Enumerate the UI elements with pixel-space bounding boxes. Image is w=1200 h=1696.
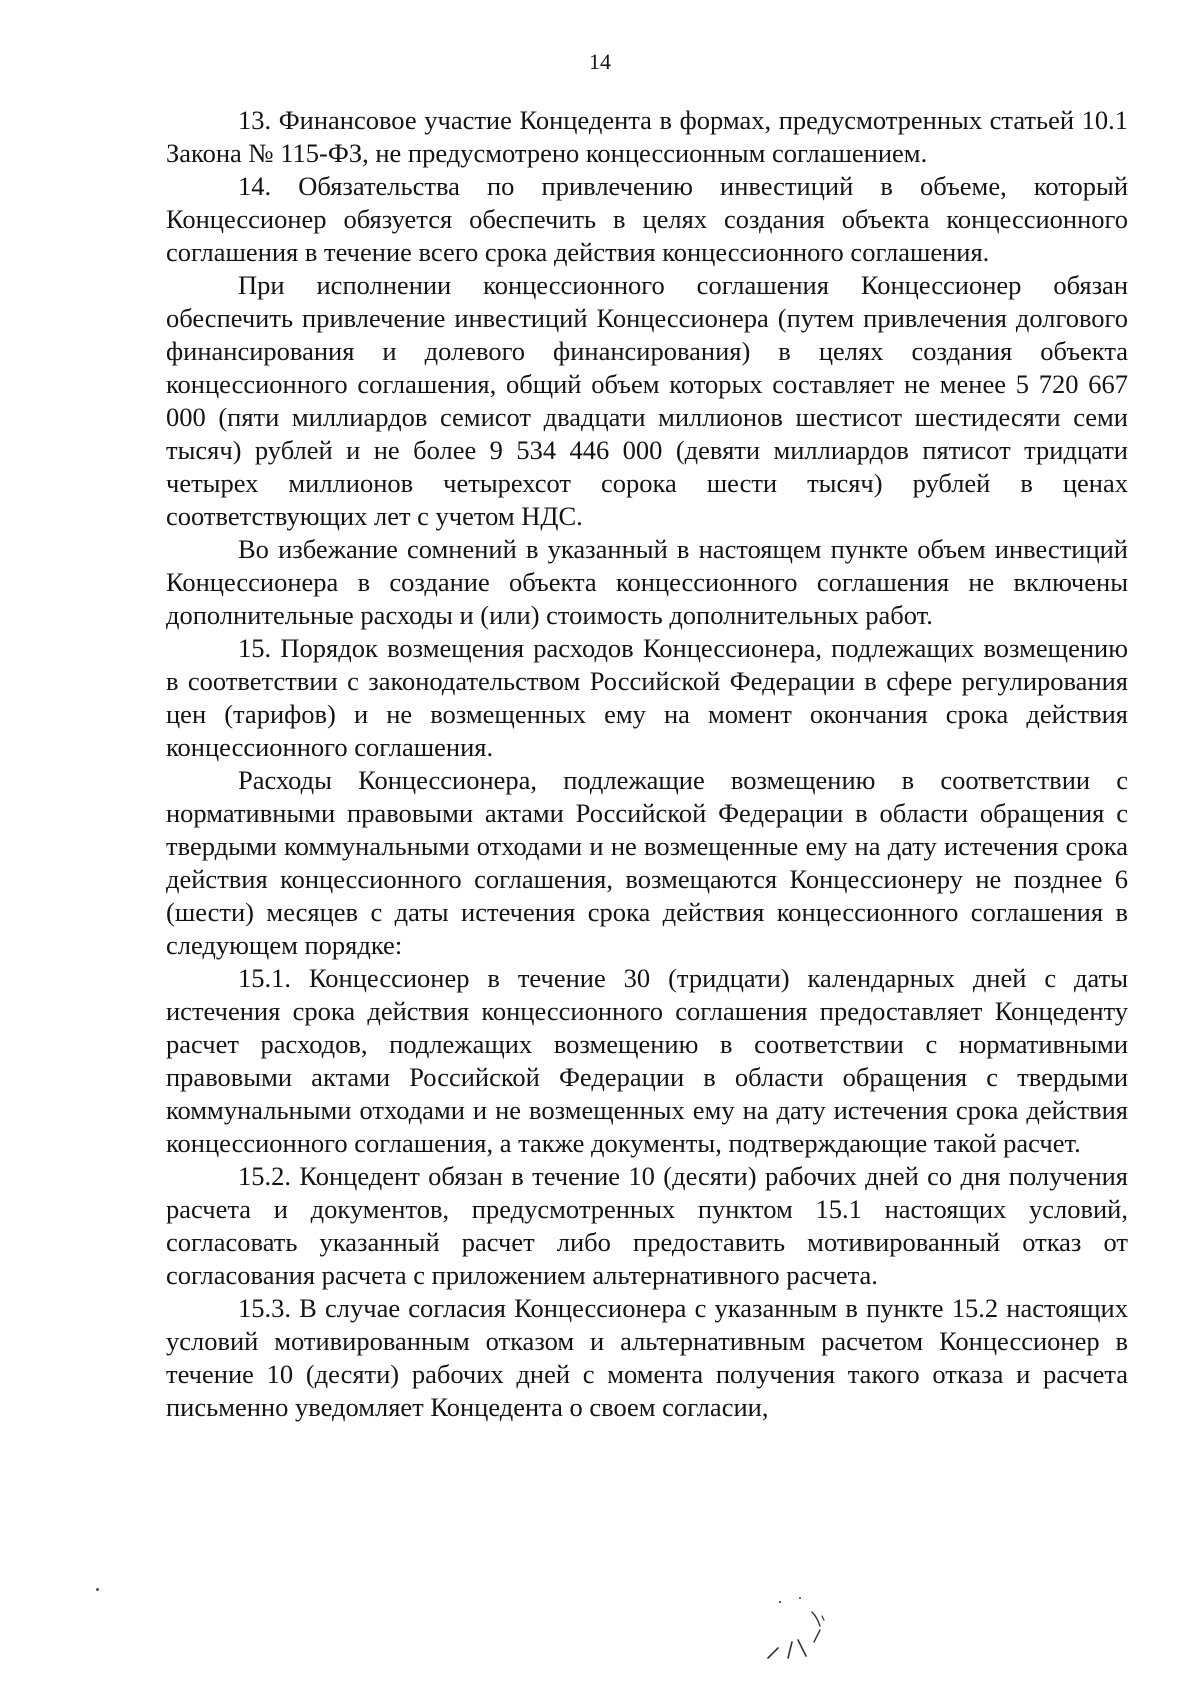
scan-speck [96, 1588, 99, 1591]
paragraph-15-expenses: Расходы Концессионера, подлежащие возмещению в соответствии с нормативными правовыми актами Российской Федерации в области обращения с твердыми коммунальными отходами и не возмещенные ему на дату истечения срока действия концессионного соглашения, возмещаются Концессионеру не позднее 6 (шести) месяцев с даты истечения срока действия концессионного соглашения в следующем порядке: [166, 765, 1128, 960]
paragraph-15-2: 15.2. Концедент обязан в течение 10 (десяти) рабочих дней со дня получения расчета и документов, предусмотренных пунктом 15.1 настоящих условий, согласовать указанный расчет либо предоставить мотивированный отказ от согласования расчета с приложением альтернативного расчета. [166, 1161, 1128, 1290]
paragraph-14-exclusions: Во избежание сомнений в указанный в настоящем пункте объем инвестиций Концессионера в создание объекта концессионного соглашения не включены дополнительные расходы и (или) стоимость дополнительных работ. [166, 534, 1128, 630]
document-body [166, 104, 1128, 1424]
paragraph-15-3: 15.3. В случае согласия Концессионера с указанным в пункте 15.2 настоящих условий мотивированным отказом и альтернативным расчетом Концессионер в течение 10 (десяти) рабочих дней с момента получения такого отказа и расчета письменно уведомляет Концедента о своем согласии, [166, 1293, 1128, 1422]
paragraph-15: 15. Порядок возмещения расходов Концессионера, подлежащих возмещению в соответствии с законодательством Российской Федерации в сфере регулирования цен (тарифов) и не возмещенных ему на момент окончания срока действия концессионного соглашения. [166, 633, 1128, 762]
paragraph-14: 14. Обязательства по привлечению инвестиций в объеме, который Концессионер обязуется обеспечить в целях создания объекта концессионного соглашения в течение всего срока действия концессионного соглашения. [166, 171, 1128, 267]
paragraph-15-1: 15.1. Концессионер в течение 30 (тридцати) календарных дней с даты истечения срока действия концессионного соглашения предоставляет Концеденту расчет расходов, подлежащих возмещению в соответствии с нормативными правовыми актами Российской Федерации в области обращения с твердыми коммунальными отходами и не возмещенных ему на дату истечения срока действия концессионного соглашения, а также документы, подтверждающие такой расчет. [166, 963, 1128, 1158]
paragraph-14-investment-obligation: При исполнении концессионного соглашения Концессионер обязан обеспечить привлечение инвестиций Концессионера (путем привлечения долгового финансирования и долевого финансирования) в целях создания объекта концессионного соглашения, общий объем которых составляет не менее 5 720 667 000 (пяти миллиардов семисот двадцати миллионов шестисот шестидесяти семи тысяч) рублей и не более 9 534 446 000 (девяти миллиардов пятисот тридцати четырех миллионов четырехсот сорока шести тысяч) рублей в ценах соответствующих лет с учетом НДС. [166, 270, 1128, 531]
handwritten-initials-icon [760, 1590, 870, 1670]
page-number: 14 [589, 49, 611, 74]
paragraph-13: 13. Финансовое участие Концедента в формах, предусмотренных статьей 10.1 Закона № 115-ФЗ, не предусмотрено концессионным соглашением. [166, 105, 1128, 168]
